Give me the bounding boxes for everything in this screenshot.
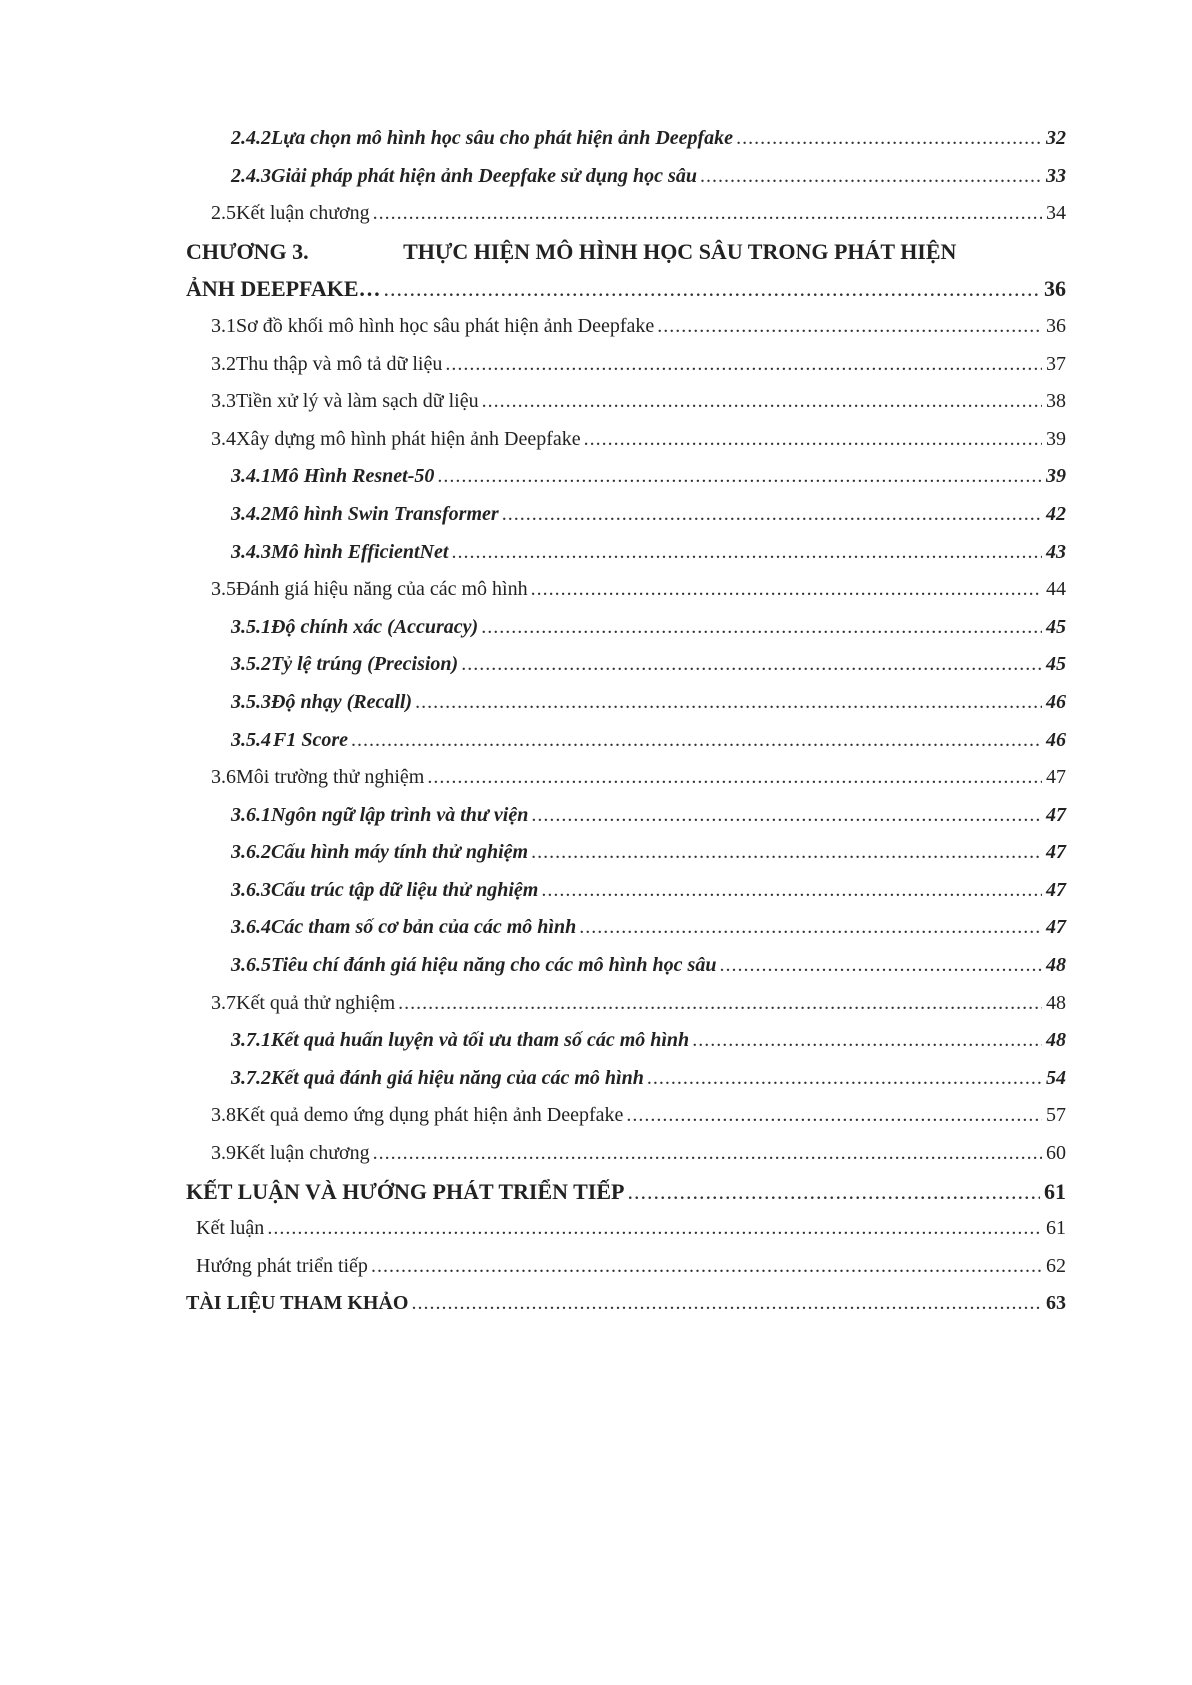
toc-entry-page: 39	[1046, 427, 1066, 450]
toc-entry-3-4-1[interactable]	[186, 458, 1066, 496]
dot-leader	[692, 1022, 1042, 1060]
dot-leader	[267, 1210, 1042, 1248]
toc-entry-3-6-4[interactable]	[186, 909, 1066, 947]
toc-entry-number: 3.6.2	[231, 841, 271, 864]
toc-entry-3-6[interactable]	[186, 759, 1066, 797]
toc-entry-page: 36	[1044, 276, 1066, 302]
toc-entry-title: Tiền xử lý và làm sạch dữ liệu	[236, 390, 479, 413]
dot-leader	[627, 1173, 1040, 1211]
toc-entry-title: Tiêu chí đánh giá hiệu năng cho các mô hình học sâu	[271, 954, 717, 977]
toc-entry-title: Các tham số cơ bản của các mô hình	[271, 916, 577, 939]
toc-entry-2-5[interactable]	[186, 195, 1066, 233]
toc-entry-number: 3.6.3	[231, 878, 271, 901]
toc-entry-3-4-2[interactable]	[186, 496, 1066, 534]
toc-entry-3-6-1[interactable]	[186, 797, 1066, 835]
toc-entry-title: Kết quả demo ứng dụng phát hiện ảnh Deepfake	[236, 1104, 624, 1127]
dot-leader	[579, 909, 1042, 947]
toc-entry-title: Sơ đồ khối mô hình học sâu phát hiện ảnh Deepfake	[236, 314, 655, 337]
toc-entry-page: 62	[1046, 1254, 1066, 1277]
toc-entry-page: 44	[1046, 578, 1066, 601]
toc-entry-number: 3.7.2	[231, 1066, 271, 1089]
table-of-contents	[186, 120, 1066, 1323]
dot-leader	[626, 1097, 1042, 1135]
toc-entry-page: 34	[1046, 202, 1066, 225]
toc-entry-title: Đánh giá hiệu năng của các mô hình	[236, 578, 528, 601]
dot-leader	[657, 308, 1042, 346]
dot-leader	[482, 383, 1042, 421]
toc-entry-3-4-3[interactable]	[186, 534, 1066, 572]
dot-leader	[398, 985, 1042, 1023]
toc-entry-page: 47	[1046, 841, 1066, 864]
toc-entry-page: 61	[1046, 1217, 1066, 1240]
toc-entry-3-5-4[interactable]	[186, 722, 1066, 760]
toc-entry-page: 38	[1046, 390, 1066, 413]
toc-entry-3-6-5[interactable]	[186, 947, 1066, 985]
dot-leader	[736, 120, 1042, 158]
toc-entry-title: Kết luận	[196, 1217, 265, 1240]
toc-entry-page: 46	[1046, 690, 1066, 713]
toc-entry-2-4-2[interactable]	[186, 120, 1066, 158]
dot-leader	[584, 421, 1042, 459]
dot-leader	[445, 346, 1042, 384]
toc-entry-title: Kết quả huấn luyện và tối ưu tham số các mô hình	[271, 1029, 690, 1052]
toc-entry-3-7[interactable]	[186, 985, 1066, 1023]
toc-entry-title: Mô hình Swin Transformer	[271, 502, 499, 525]
toc-entry-page: 45	[1046, 653, 1066, 676]
dot-leader	[415, 684, 1042, 722]
dot-leader	[451, 534, 1042, 572]
toc-entry-page: 47	[1046, 916, 1066, 939]
toc-entry-3-9[interactable]	[186, 1135, 1066, 1173]
toc-entry-page: 48	[1046, 1029, 1066, 1052]
toc-entry-3-6-2[interactable]	[186, 834, 1066, 872]
toc-entry-title: Mô Hình Resnet-50	[271, 465, 435, 488]
toc-entry-3-5[interactable]	[186, 571, 1066, 609]
toc-entry-3-2[interactable]	[186, 346, 1066, 384]
toc-entry-3-6-3[interactable]	[186, 872, 1066, 910]
toc-entry-page: 47	[1046, 803, 1066, 826]
toc-entry-conclusion[interactable]	[186, 1210, 1066, 1248]
toc-entry-title: TÀI LIỆU THAM KHẢO	[186, 1292, 409, 1315]
toc-entry-title: Kết quả đánh giá hiệu năng của các mô hình	[271, 1066, 644, 1089]
toc-entry-page: 63	[1046, 1292, 1066, 1315]
toc-entry-page: 46	[1046, 728, 1066, 751]
dot-leader	[373, 195, 1042, 233]
toc-entry-number: 3.4.2	[231, 502, 271, 525]
toc-entry-3-5-2[interactable]	[186, 646, 1066, 684]
toc-entry-page: 57	[1046, 1104, 1066, 1127]
toc-entry-3-3[interactable]	[186, 383, 1066, 421]
toc-entry-page: 54	[1046, 1066, 1066, 1089]
dot-leader	[647, 1060, 1042, 1098]
toc-entry-page: 61	[1044, 1178, 1066, 1204]
toc-entry-number: 3.1	[211, 314, 236, 337]
dot-leader	[351, 722, 1042, 760]
toc-entry-title: Cấu hình máy tính thử nghiệm	[271, 841, 529, 864]
toc-entry-title: Kết quả thử nghiệm	[236, 991, 396, 1014]
toc-entry-page: 45	[1046, 615, 1066, 638]
toc-entry-title: Kết luận chương	[236, 1142, 370, 1165]
toc-entry-title: Ngôn ngữ lập trình và thư viện	[271, 803, 529, 826]
toc-entry-number: 3.9	[211, 1142, 236, 1165]
dot-leader	[437, 458, 1042, 496]
toc-entry-number: 3.4.1	[231, 465, 271, 488]
toc-entry-title: Độ chính xác (Accuracy)	[271, 615, 479, 638]
toc-entry-page: 60	[1046, 1142, 1066, 1165]
toc-entry-number: 3.2	[211, 352, 236, 375]
toc-entry-3-1[interactable]	[186, 308, 1066, 346]
toc-entry-page: 42	[1046, 502, 1066, 525]
toc-entry-number: 3.7	[211, 991, 236, 1014]
dot-leader	[427, 759, 1042, 797]
toc-entry-3-7-2[interactable]	[186, 1060, 1066, 1098]
chapter-title: THỰC HIỆN MÔ HÌNH HỌC SÂU TRONG PHÁT HIỆN	[403, 238, 957, 264]
chapter-title-continued: ẢNH DEEPFAKE…	[186, 276, 381, 302]
toc-entry-title: Giải pháp phát hiện ảnh Deepfake sử dụng học sâu	[271, 164, 697, 187]
toc-entry-page: 39	[1046, 465, 1066, 488]
toc-entry-3-5-3[interactable]	[186, 684, 1066, 722]
dot-leader	[371, 1248, 1042, 1286]
toc-entry-title: Hướng phát triển tiếp	[196, 1254, 368, 1277]
toc-entry-number: 3.6.5	[231, 954, 271, 977]
toc-entry-number: 3.5.1	[231, 615, 271, 638]
dot-leader	[502, 496, 1042, 534]
toc-entry-number: 3.5.3	[231, 690, 271, 713]
dot-leader	[373, 1135, 1042, 1173]
toc-entry-number: 3.6.1	[231, 803, 271, 826]
toc-entry-title: Tỷ lệ trúng (Precision)	[271, 653, 459, 676]
toc-entry-title: F1 Score	[273, 728, 349, 751]
toc-entry-number: 3.3	[211, 390, 236, 413]
toc-entry-3-8[interactable]	[186, 1097, 1066, 1135]
toc-entry-number: 3.4.3	[231, 540, 271, 563]
chapter-3-heading[interactable]	[186, 233, 1066, 271]
toc-entry-page: 32	[1046, 127, 1066, 149]
toc-entry-3-5-1[interactable]	[186, 609, 1066, 647]
toc-entry-title: Môi trường thử nghiệm	[236, 766, 425, 789]
toc-entry-references[interactable]	[186, 1285, 1066, 1323]
toc-entry-title: Thu thập và mô tả dữ liệu	[236, 352, 443, 375]
toc-entry-number: 3.6.4	[231, 916, 271, 939]
toc-entry-title: Cấu trúc tập dữ liệu thử nghiệm	[271, 878, 539, 901]
toc-entry-title: Mô hình EfficientNet	[271, 540, 449, 563]
dot-leader	[719, 947, 1042, 985]
dot-leader	[531, 834, 1042, 872]
toc-entry-title: Độ nhạy (Recall)	[271, 690, 413, 713]
toc-entry-page: 43	[1046, 540, 1066, 563]
dot-leader	[531, 571, 1042, 609]
toc-entry-number: 3.5.4	[231, 728, 271, 751]
toc-entry-3-7-1[interactable]	[186, 1022, 1066, 1060]
dot-leader	[541, 872, 1042, 910]
chapter-number: CHƯƠNG 3.	[186, 238, 309, 264]
toc-entry-number: 2.5	[211, 202, 236, 225]
toc-entry-2-4-3[interactable]	[186, 158, 1066, 196]
dot-leader	[384, 270, 1040, 308]
toc-entry-page: 33	[1046, 164, 1066, 187]
dot-leader	[411, 1285, 1042, 1323]
toc-entry-page: 47	[1046, 766, 1066, 789]
toc-entry-title: KẾT LUẬN VÀ HƯỚNG PHÁT TRIỂN TIẾP	[186, 1178, 625, 1204]
toc-entry-number: 3.6	[211, 766, 236, 789]
toc-entry-title: Xây dựng mô hình phát hiện ảnh Deepfake	[236, 427, 581, 450]
dot-leader	[461, 646, 1042, 684]
toc-entry-3-4[interactable]	[186, 421, 1066, 459]
dot-leader	[531, 797, 1042, 835]
toc-entry-number: 3.5	[211, 578, 236, 601]
toc-entry-number: 3.5.2	[231, 653, 271, 676]
toc-entry-number: 2.4.3	[231, 164, 271, 187]
toc-entry-page: 48	[1046, 991, 1066, 1014]
toc-entry-page: 47	[1046, 878, 1066, 901]
dot-leader	[481, 609, 1042, 647]
toc-entry-number: 3.4	[211, 427, 236, 450]
toc-entry-title: Lựa chọn mô hình học sâu cho phát hiện ảnh Deepfake	[271, 127, 734, 149]
toc-entry-page: 48	[1046, 954, 1066, 977]
toc-entry-number: 3.7.1	[231, 1029, 271, 1052]
toc-entry-page: 36	[1046, 314, 1066, 337]
toc-entry-number: 2.4.2	[231, 127, 271, 149]
toc-entry-number: 3.8	[211, 1104, 236, 1127]
toc-entry-conclusion-heading[interactable]	[186, 1173, 1066, 1211]
toc-entry-future-work[interactable]	[186, 1248, 1066, 1286]
dot-leader	[700, 158, 1042, 196]
chapter-3-heading-continued[interactable]	[186, 270, 1066, 308]
toc-entry-page: 37	[1046, 352, 1066, 375]
toc-entry-title: Kết luận chương	[236, 202, 370, 225]
